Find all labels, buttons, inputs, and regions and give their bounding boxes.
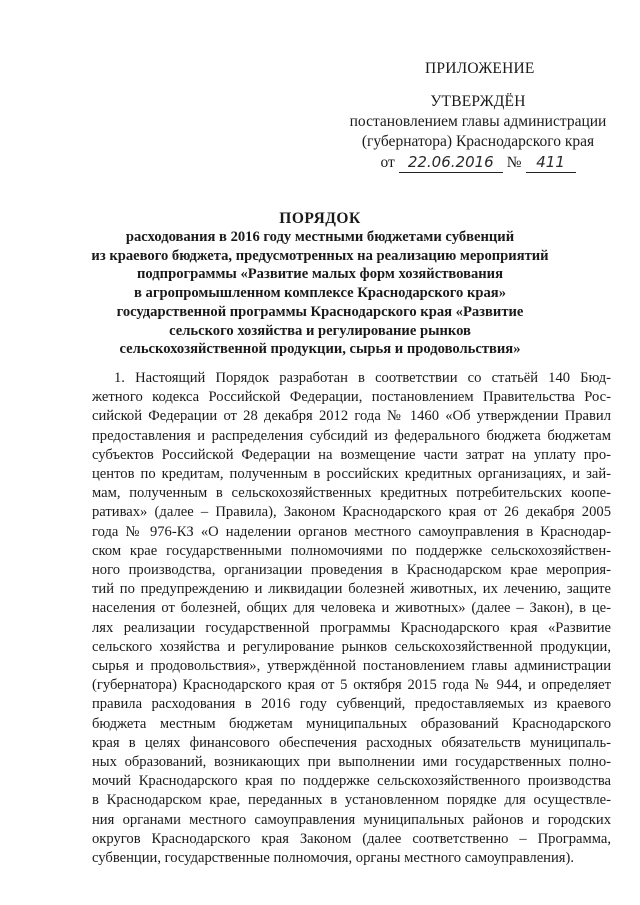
paragraph-line: субъектов Российской Федерации на возмещение части затрат на уплату про- — [92, 446, 611, 463]
paragraph-line: ративах» (далее – Правила), Законом Краснодарского края от 26 декабря 2005 — [92, 504, 611, 521]
paragraph-line: сийской Федерации от 28 декабря 2012 года № 1460 «Об утверждении Правил — [92, 408, 611, 425]
paragraph-line: края в целях финансового обеспечения расходных обязательств муниципаль- — [92, 734, 611, 751]
subtitle-line: из краевого бюджета, предусмотренных на реализацию мероприятий — [91, 247, 549, 264]
paragraph-line: года № 976-КЗ «О наделении органов местного самоуправления в Краснодар- — [92, 523, 611, 540]
paragraph-line: 1. Настоящий Порядок разработан в соответствии со статьёй 140 Бюд- — [114, 370, 611, 386]
document-subtitle — [60, 228, 580, 359]
approval-date-line — [330, 152, 626, 173]
paragraph-line: ском крае государственными полномочиями по поддержке сельскохозяйствен- — [92, 542, 611, 559]
paragraph-line: центов по кредитам, полученным в российских кредитных организациях, и зай- — [92, 466, 611, 483]
paragraph-line: лях реализации государственной программы Краснодарского края «Развитие — [92, 619, 611, 636]
paragraph-line: мам, полученным в сельскохозяйственных кредитных потребительских коопе- — [92, 485, 611, 502]
paragraph-line: тий по предупреждению и ликвидации болезней животных, их лечению, защите — [92, 581, 611, 598]
paragraph-line: населения от болезней, общих для человека и животных» (далее – Закон), в це- — [92, 600, 611, 617]
paragraph-line: сельского хозяйства и регулирование рынков сельскохозяйственной продукции, — [92, 638, 611, 655]
document-title: ПОРЯДОК — [279, 210, 361, 227]
subtitle-line: подпрограммы «Развитие малых форм хозяйствования — [137, 266, 503, 283]
paragraph-line: ния органами местного самоуправления муниципальных районов и городских — [92, 811, 611, 828]
number-prefix: № — [506, 154, 522, 171]
handwritten-date: 22.06.2016 — [399, 152, 503, 173]
paragraph-line: бюджета местным бюджетам муниципальных образований Краснодарского — [92, 715, 611, 732]
paragraph-line: жетного кодекса Российской Федерации, постановлением Правительства Рос- — [92, 389, 611, 406]
paragraph-line: предоставления и распределения субсидий из федерального бюджета бюджетам — [92, 427, 611, 444]
approved-line: постановлением главы администрации — [349, 113, 607, 130]
appendix-label: ПРИЛОЖЕНИЕ — [425, 60, 535, 77]
subtitle-line: расходования в 2016 году местными бюджетами субвенций — [125, 229, 515, 245]
paragraph-line: округов Краснодарского края Законом (далее соответственно – Программа, — [92, 830, 611, 847]
subtitle-line: сельского хозяйства и регулирование рынков — [169, 322, 471, 339]
paragraph-1 — [92, 369, 611, 868]
subtitle-line: в агропромышленном комплексе Краснодарского края» — [134, 285, 506, 302]
handwritten-number: 411 — [526, 152, 576, 173]
paragraph-line: мочий Краснодарского края по поддержке сельскохозяйственного производства — [92, 773, 611, 790]
paragraph-line: ного производства, организации проведения в Краснодарском крае мероприя- — [92, 562, 611, 579]
paragraph-line: правила расходования в 2016 году субвенций, предоставляемых из краевого — [92, 696, 611, 713]
paragraph-line: в Краснодарском крае, переданных в установленном порядке для осуществле- — [92, 792, 611, 809]
approval-stamp-block — [330, 92, 626, 173]
paragraph-line: сырья и продовольствия», утверждённой постановлением главы администрации — [92, 658, 611, 675]
approved-line: (губернатора) Краснодарского края — [361, 133, 595, 150]
date-prefix: от — [380, 154, 395, 171]
subtitle-line: государственной программы Краснодарского края «Развитие — [116, 303, 524, 320]
paragraph-line: (губернатора) Краснодарского края от 5 октября 2015 года № 944, и определяет — [92, 677, 611, 694]
subtitle-line: сельскохозяйственной продукции, сырья и продовольствия» — [119, 341, 521, 358]
paragraph-line: субвенции, государственные полномочия, органы местного самоуправления). — [92, 850, 575, 867]
approved-title: УТВЕРЖДЁН — [430, 93, 526, 110]
paragraph-line: ных образований, возникающих при выполнении ими государственных полно- — [92, 754, 611, 771]
